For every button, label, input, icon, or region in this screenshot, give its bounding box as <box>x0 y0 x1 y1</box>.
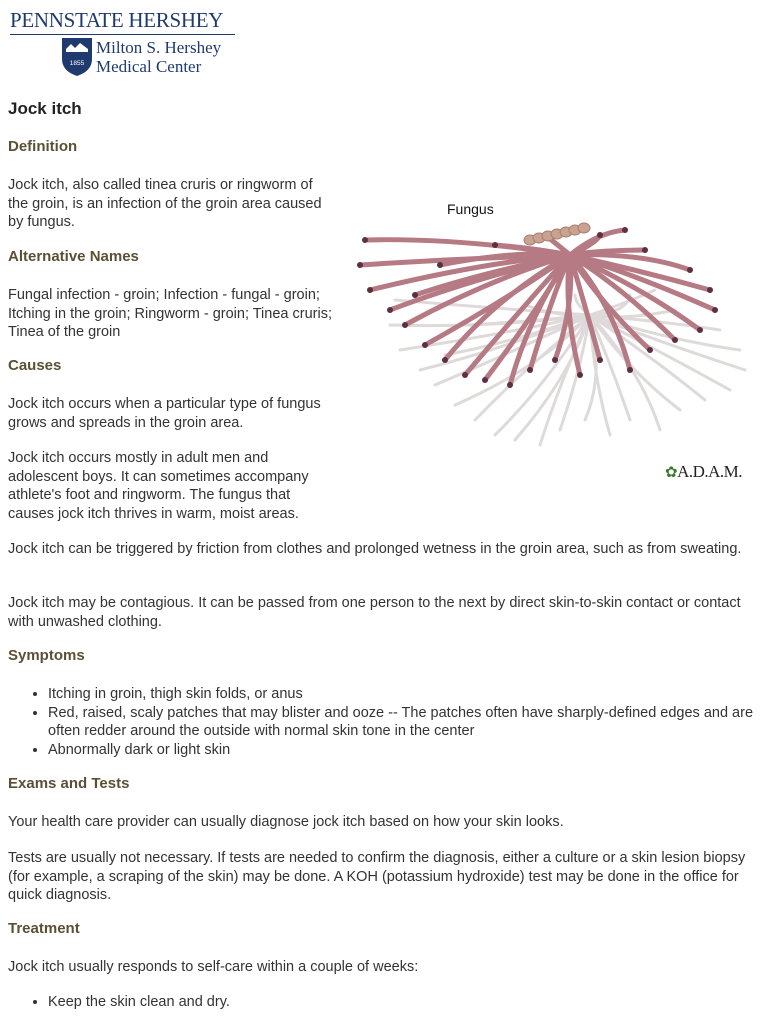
hypha-tip <box>387 307 393 313</box>
hypha-tip <box>627 367 633 373</box>
brand-medical-center <box>96 38 221 76</box>
adam-credit-text: A.D.A.M. <box>677 462 743 481</box>
hypha-tip <box>672 337 678 343</box>
exams-paragraph-2: Tests are usually not necessary. If tests are needed to confirm the diagnosis, either a culture or a skin lesion biopsy (for example, a scraping of the skin) may be done. A KOH (potassium hydroxide) test may be done in the office for quick diagnosis. <box>8 850 746 903</box>
hypha-tip <box>597 232 603 238</box>
hypha-tip <box>362 237 368 243</box>
adam-leaf-icon: ✿ <box>665 465 678 481</box>
hypha-tip <box>437 262 443 268</box>
treatment-list <box>8 993 760 1012</box>
list-item: • Keep the skin clean and dry. <box>48 993 760 1012</box>
hypha-tip <box>422 342 428 348</box>
list-item: • Red, raised, scaly patches that may blister and ooze -- The patches often have sharply-defined edges and are often redder around the outside with normal skin tone in the center <box>48 704 760 741</box>
heading-treatment: Treatment <box>8 920 80 937</box>
brand-line-2: Milton S. Hershey <box>96 38 222 57</box>
spore <box>578 223 590 233</box>
logo-divider <box>10 34 235 35</box>
heading-exams-and-tests: Exams and Tests <box>8 775 130 792</box>
brand-pennstate-hershey: PENNSTATE HERSHEY <box>10 8 224 32</box>
hypha-tip <box>412 292 418 298</box>
hypha-tip <box>357 262 363 268</box>
causes-paragraph-4: Jock itch may be contagious. It can be passed from one person to the next by direct skin-to-skin contact or contact with unwashed clothing. <box>8 595 741 630</box>
hypha-tip <box>712 307 718 313</box>
heading-symptoms: Symptoms <box>8 647 85 664</box>
hypha-tip <box>482 377 488 383</box>
hypha-tip <box>442 357 448 363</box>
hypha-tip <box>402 322 408 328</box>
page-title: Jock itch <box>8 99 82 118</box>
brand-line-3: Medical Center <box>96 57 202 76</box>
shield-icon <box>61 37 93 77</box>
causes-paragraph-2: Jock itch occurs mostly in adult men and adolescent boys. It can sometimes accompany athlete's foot and ringworm. The fungus that causes jock itch thrives in warm, moist areas. <box>8 450 309 522</box>
hypha-tip <box>367 287 373 293</box>
list-item: • Itching in groin, thigh skin folds, or anus <box>48 685 760 704</box>
list-item: • Abnormally dark or light skin <box>48 741 760 760</box>
fungus-illustration[interactable] <box>345 190 750 490</box>
symptoms-list <box>8 685 760 759</box>
causes-paragraph-1: Jock itch occurs when a particular type of fungus grows and spreads in the groin area. <box>8 396 321 431</box>
hypha-tip <box>507 382 513 388</box>
hypha-tip <box>552 357 558 363</box>
heading-alternative-names: Alternative Names <box>8 248 139 265</box>
hypha-tip <box>687 267 693 273</box>
treatment-paragraph-1: Jock itch usually responds to self-care within a couple of weeks: <box>8 959 419 975</box>
alternative-names-text: Fungal infection - groin; Infection - fungal - groin; Itching in the groin; Ringworm - groin; Tinea cruris; Tinea of the groin <box>8 287 332 340</box>
hypha-tip <box>697 327 703 333</box>
fungus-hyphae-illustration-icon <box>345 210 750 460</box>
hypha-tip <box>527 367 533 373</box>
hypha-tip <box>577 372 583 378</box>
hypha-tip <box>647 347 653 353</box>
adam-credit <box>665 462 742 482</box>
causes-paragraph-3: Jock itch can be triggered by friction from clothes and prolonged wetness in the groin area, such as from sweating. <box>8 541 742 557</box>
exams-paragraph-1: Your health care provider can usually diagnose jock itch based on how your skin looks. <box>8 814 564 830</box>
heading-causes: Causes <box>8 357 62 374</box>
hypha-tip <box>597 357 603 363</box>
definition-text: Jock itch, also called tinea cruris or ringworm of the groin, is an infection of the groin area caused by fungus. <box>8 177 322 230</box>
hypha-tip <box>622 227 628 233</box>
hypha-tip <box>642 247 648 253</box>
hypha-tip <box>707 287 713 293</box>
hospital-logo[interactable] <box>10 8 240 80</box>
shield-year: 1855 <box>69 60 85 67</box>
hypha-tip <box>492 242 498 248</box>
figure-label: Fungus <box>447 201 494 217</box>
heading-definition: Definition <box>8 138 78 155</box>
hypha-tip <box>462 372 468 378</box>
